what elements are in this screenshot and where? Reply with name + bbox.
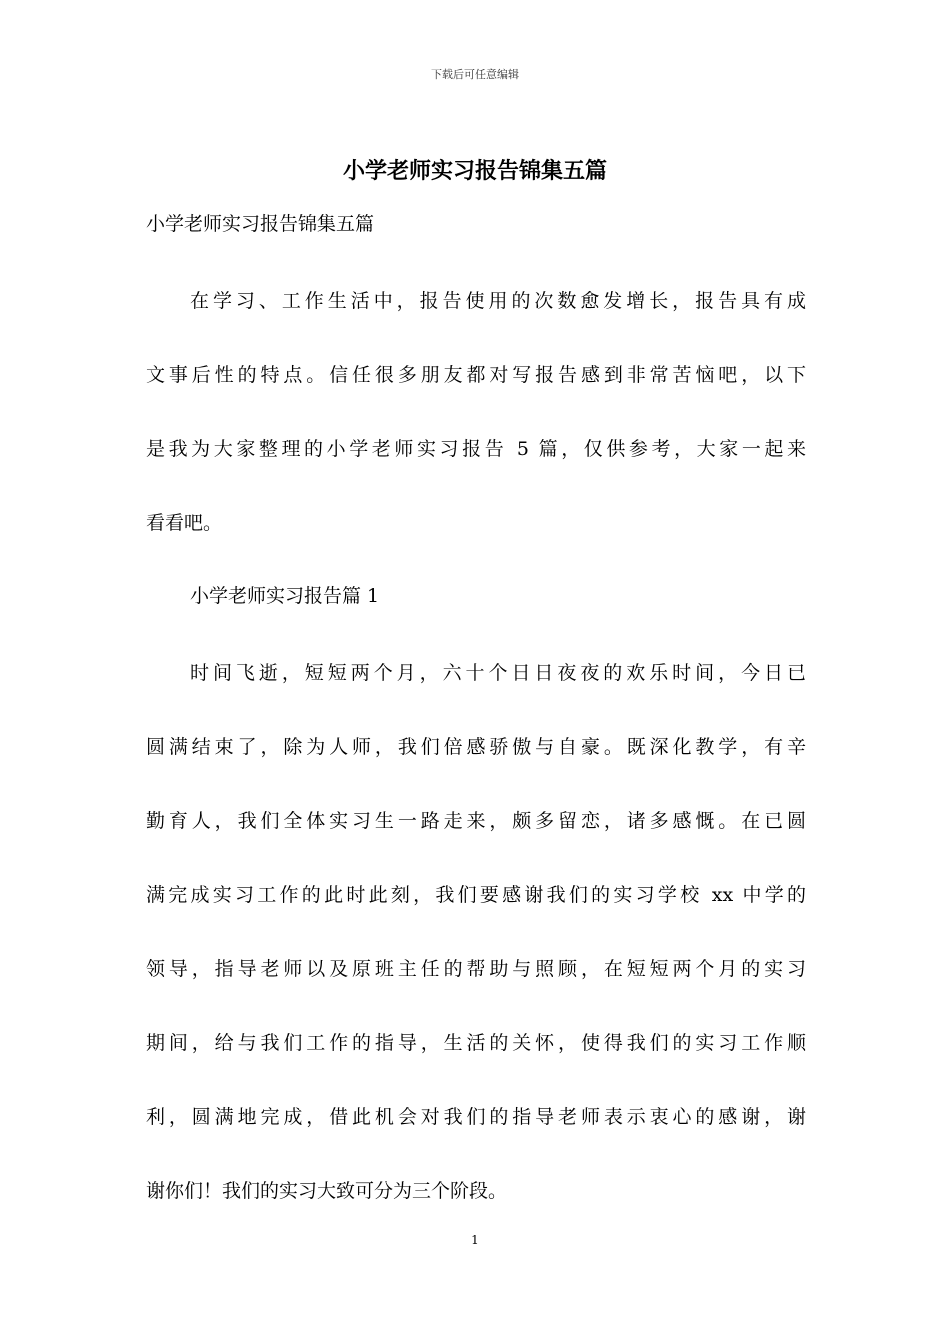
- paragraph-line: 谢你们！我们的实习大致可分为三个阶段。: [146, 1180, 508, 1202]
- paragraph-line: 圆满结束了，除为人师，我们倍感骄傲与自豪。既深化教学，有辛: [146, 736, 806, 758]
- paragraph-line: 利，圆满地完成，借此机会对我们的指导老师表示衷心的感谢，谢: [146, 1106, 806, 1128]
- section-heading: 小学老师实习报告篇 1: [190, 585, 380, 607]
- paragraph-line: 领导，指导老师以及原班主任的帮助与照顾，在短短两个月的实习: [146, 958, 806, 980]
- document-subtitle: 小学老师实习报告锦集五篇: [146, 213, 375, 235]
- intro-paragraph: [146, 264, 806, 560]
- paragraph-line: 期间，给与我们工作的指导，生活的关怀，使得我们的实习工作顺: [146, 1032, 806, 1054]
- paragraph-line: 满完成实习工作的此时此刻，我们要感谢我们的实习学校 xx 中学的: [146, 884, 806, 906]
- paragraph-line: 在学习、工作生活中，报告使用的次数愈发增长，报告具有成: [190, 290, 806, 312]
- paragraph-line: 时间飞逝，短短两个月，六十个日日夜夜的欢乐时间，今日已: [190, 662, 806, 684]
- paragraph-line: 文事后性的特点。信任很多朋友都对写报告感到非常苦恼吧，以下: [146, 364, 806, 386]
- paragraph-line: 勤育人，我们全体实习生一路走来，颇多留恋，诸多感慨。在已圆: [146, 810, 806, 832]
- section-paragraph: [146, 636, 806, 1228]
- paragraph-line: 是我为大家整理的小学老师实习报告 5 篇，仅供参考，大家一起来: [146, 438, 806, 460]
- download-editable-note: 下载后可任意编辑: [431, 68, 519, 81]
- document-title: 小学老师实习报告锦集五篇: [342, 158, 607, 184]
- paragraph-line: 看看吧。: [146, 512, 223, 534]
- page-number: 1: [471, 1233, 479, 1247]
